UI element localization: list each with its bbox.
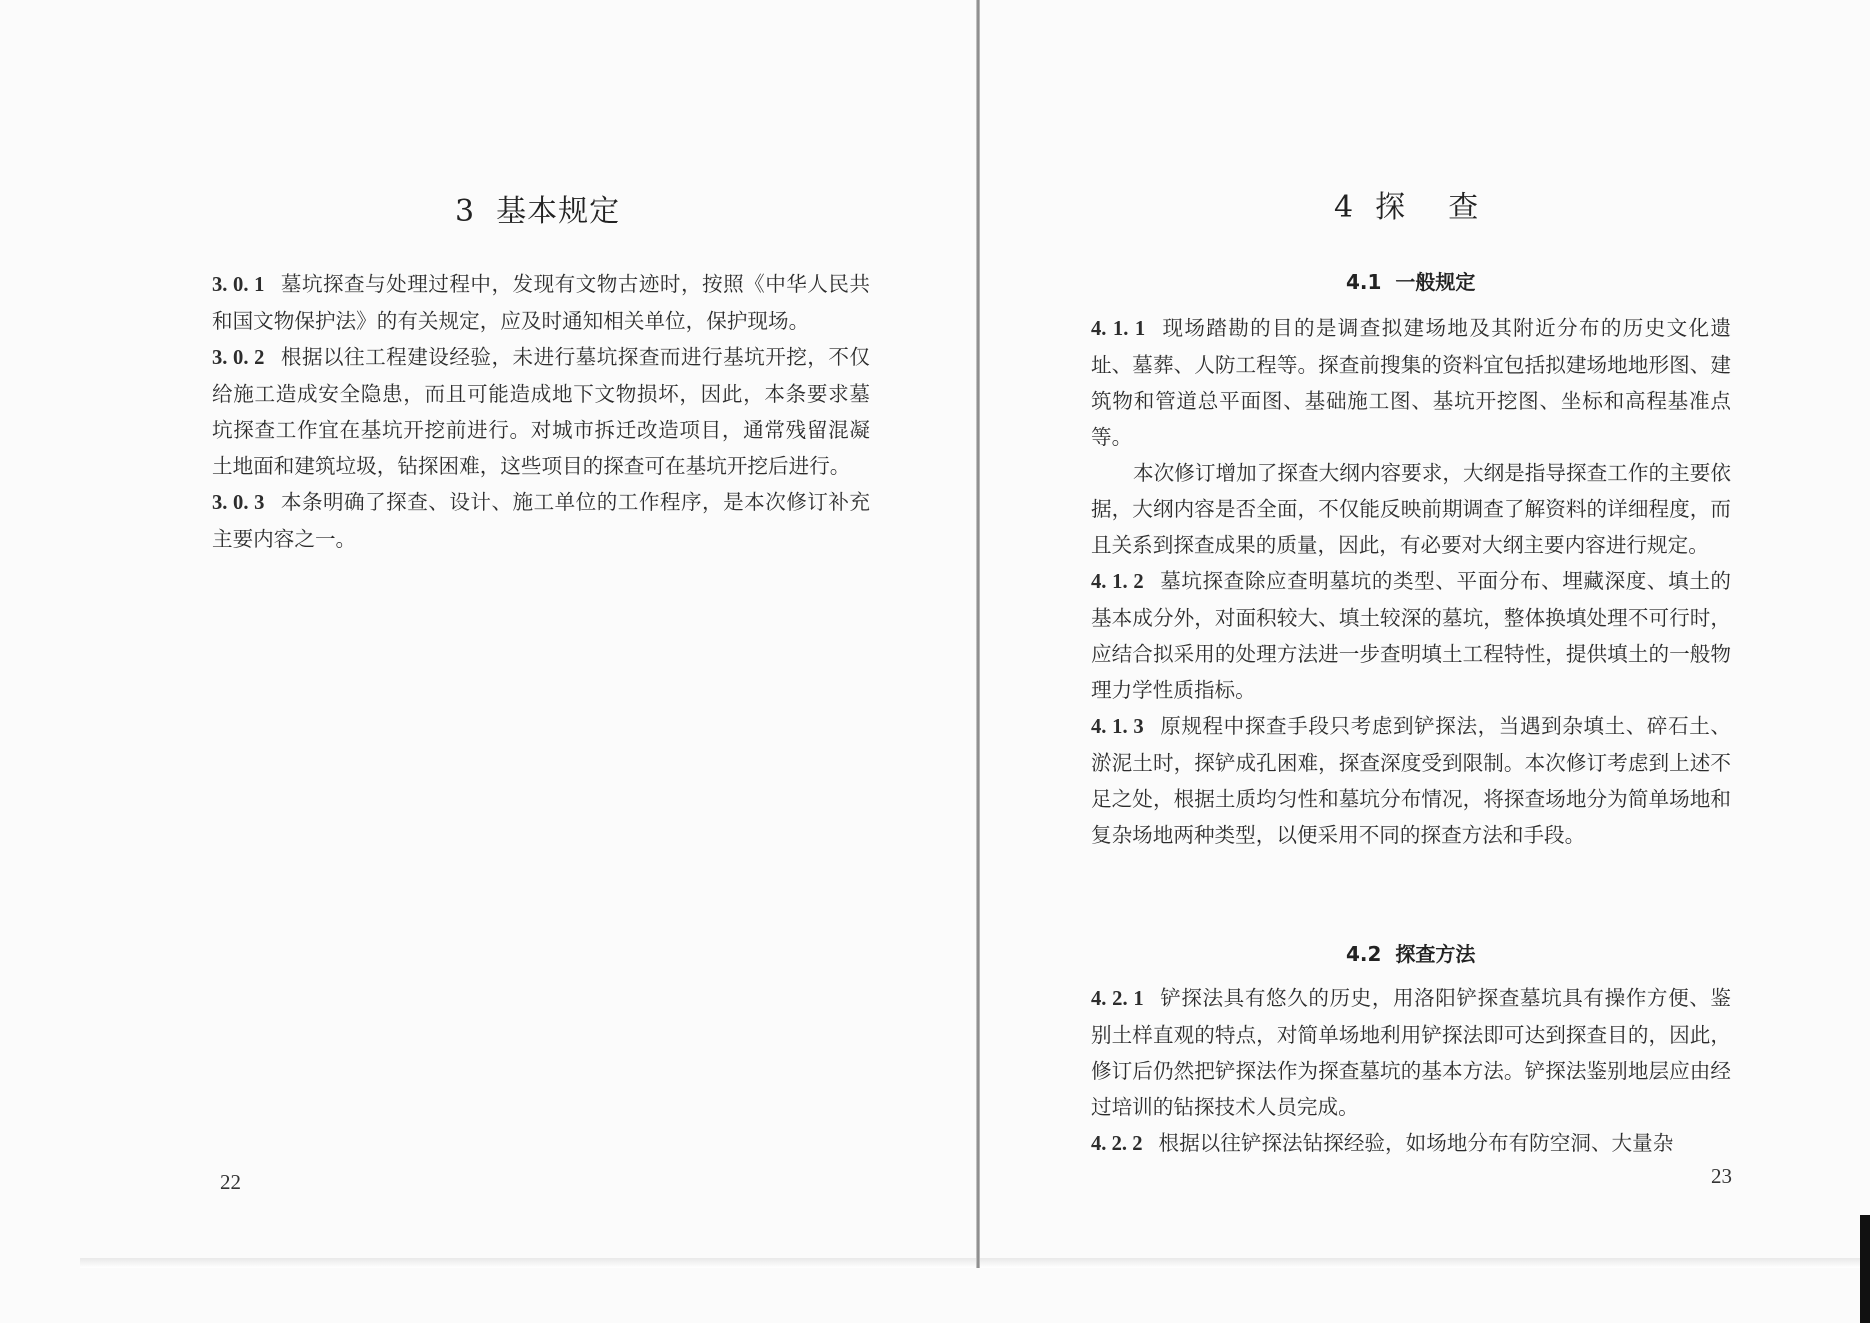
clause-text: 根据以往铲探法钻探经验，如场地分布有防空洞、大量杂	[1158, 1131, 1674, 1155]
clause-text: 本条明确了探查、设计、施工单位的工作程序，是本次修订补充主要内容之一。	[212, 490, 871, 551]
chapter-title: 4 探 查	[1334, 190, 1480, 225]
section-4-1-body	[1091, 310, 1731, 853]
clause-text: 铲探法具有悠久的历史，用洛阳铲探查墓坑具有操作方便、鉴别土样直观的特点，对简单场地利用铲探法即可达到探查目的，因此，修订后仍然把铲探法作为探查墓坑的基本方法。铲探法鉴别地层应由经过培训的钻探技术人员完成。	[1091, 986, 1732, 1119]
clause-number: 3. 0. 2	[212, 347, 265, 369]
page-number: 22	[220, 1170, 241, 1194]
clause-number: 3. 0. 3	[212, 492, 265, 514]
clause-text: 墓坑探查除应查明墓坑的类型、平面分布、埋藏深度、填土的基本成分外，对面积较大、填土较深的墓坑，整体换填处理不可行时，应结合拟采用的处理方法进一步查明填土工程特性，提供填土的一般物理力学性质指标。	[1091, 569, 1732, 702]
clause-number: 4. 2. 1	[1091, 988, 1144, 1010]
page-bottom-shadow	[80, 1258, 1870, 1268]
clause-text: 根据以往工程建设经验，未进行墓坑探查而进行基坑开挖，不仅给施工造成安全隐患，而且可能造成地下文物损坏，因此，本条要求墓坑探查工作宜在基坑开挖前进行。对城市拆迁改造项目，通常残留混凝土地面和建筑垃圾，钻探困难，这些项目的探查可在基坑开挖后进行。	[212, 345, 871, 478]
chapter-title: 3 基本规定	[455, 194, 621, 229]
clause-number: 4. 1. 2	[1091, 571, 1144, 593]
clause-number: 4. 2. 2	[1091, 1133, 1143, 1155]
page-number: 23	[1711, 1164, 1732, 1188]
clause-text: 原规程中探查手段只考虑到铲探法，当遇到杂填土、碎石土、淤泥土时，探铲成孔困难，探查深度受到限制。本次修订考虑到上述不足之处，根据土质均匀性和墓坑分布情况，将探查场地分为简单场地和复杂场地两种类型，以便采用不同的探查方法和手段。	[1091, 714, 1732, 847]
section-4-2-body	[1091, 980, 1731, 1162]
section-title: 4.1 一般规定	[1346, 270, 1476, 294]
clause-4-1-3	[1091, 708, 1731, 853]
left-page	[0, 0, 976, 1258]
clause-text: 本次修订增加了探查大纲内容要求，大纲是指导探查工作的主要依据，大纲内容是否全面，不仅能反映前期调查了解资料的详细程度，而且关系到探查成果的质量，因此，有必要对大纲主要内容进行规定。	[1091, 461, 1731, 557]
clause-4-2-2	[1091, 1125, 1731, 1162]
left-body	[212, 266, 870, 557]
clause-number: 3. 0. 1	[212, 274, 265, 296]
clause-number: 4. 1. 1	[1091, 318, 1146, 340]
clause-4-2-1	[1091, 980, 1731, 1125]
clause-4-1-1	[1091, 310, 1731, 455]
clause-paragraph	[1091, 455, 1731, 563]
clause-3-0-2	[212, 339, 870, 484]
clause-3-0-3	[212, 484, 870, 557]
section-title: 4.2 探查方法	[1346, 942, 1476, 966]
clause-number: 4. 1. 3	[1091, 716, 1144, 738]
clause-text: 现场踏勘的目的是调查拟建场地及其附近分布的历史文化遗址、墓葬、人防工程等。探查前搜集的资料宜包括拟建场地地形图、建筑物和管道总平面图、基础施工图、基坑开挖图、坐标和高程基准点等。	[1091, 316, 1732, 449]
clause-4-1-2	[1091, 563, 1731, 708]
clause-text: 墓坑探查与处理过程中，发现有文物古迹时，按照《中华人民共和国文物保护法》的有关规定，应及时通知相关单位，保护现场。	[212, 272, 871, 333]
clause-3-0-1	[212, 266, 870, 339]
right-page	[980, 0, 1870, 1258]
